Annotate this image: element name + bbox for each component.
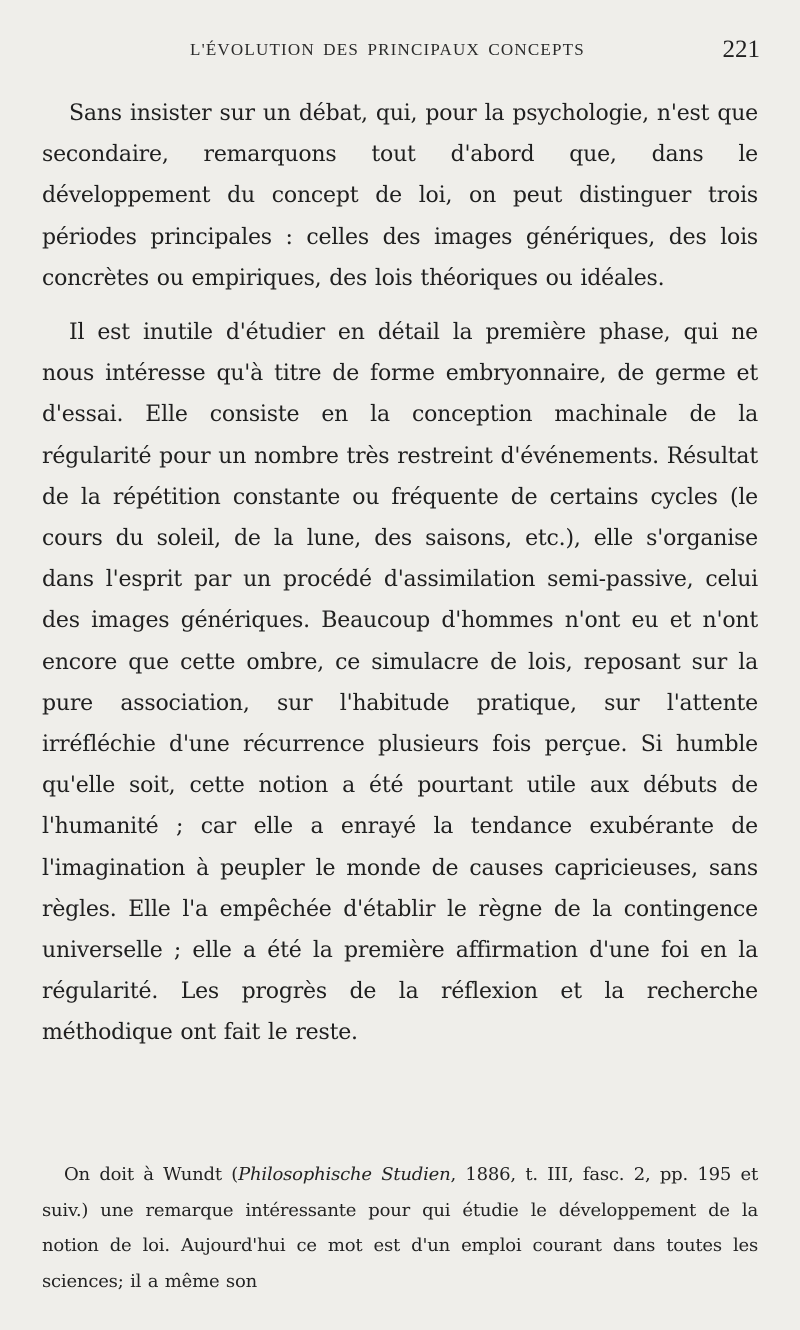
running-title: L'ÉVOLUTION DES PRINCIPAUX CONCEPTS	[190, 40, 585, 59]
footnote-text	[42, 1157, 758, 1299]
body-text	[42, 93, 758, 1067]
footnote-work-title: Philosophische Studien	[238, 1164, 451, 1185]
paragraph-1: Sans insister sur un débat, qui, pour la psychologie, n'est que secondaire, remarquons tout d'abord que, dans le développement du concept de loi, on peut distinguer trois périodes principales : celles des images génériques, des lois concrètes ou empiriques, des lois théoriques ou idéales.	[42, 101, 758, 291]
footnote-lead: On doit à Wundt (	[64, 1164, 239, 1185]
paragraph-2: Il est inutile d'étudier en détail la première phase, qui ne nous intéresse qu'à titre de forme embryonnaire, de germe et d'essai. Elle consiste en la conception machinale de la régularité pour un nombre très restreint d'événements. Résultat de la répétition constante ou fréquente de certains cycles (le cours du soleil, de la lune, des saisons, etc.), elle s'organise dans l'esprit par un procédé d'assimilation semi-passive, celui des images génériques. Beaucoup d'hommes n'ont eu et n'ont encore que cette ombre, ce simulacre de lois, reposant sur la pure association, sur l'habitude pratique, sur l'attente irréfléchie d'une récurrence plusieurs fois perçue. Si humble qu'elle soit, cette notion a été pourtant utile aux débuts de l'humanité ; car elle a enrayé la tendance exubérante de l'imagination à peupler le monde de causes capricieuses, sans règles. Elle l'a empêchée d'établir le règne de la contingence universelle ; elle a été la première affirmation d'une foi en la régularité. Les progrès de la réflexion et la recherche méthodique ont fait le reste.	[42, 320, 758, 1046]
running-head	[40, 36, 760, 66]
footnote	[42, 1157, 758, 1299]
page-number: 221	[722, 36, 760, 63]
footnote-rest: , 1886, t. III, fasc. 2, pp. 195 et suiv.) une remarque intéressante pour qui étudie le développement de la notion de loi. Aujourd'hui ce mot est d'un emploi courant dans toutes les sciences; il a même son	[42, 1164, 759, 1292]
